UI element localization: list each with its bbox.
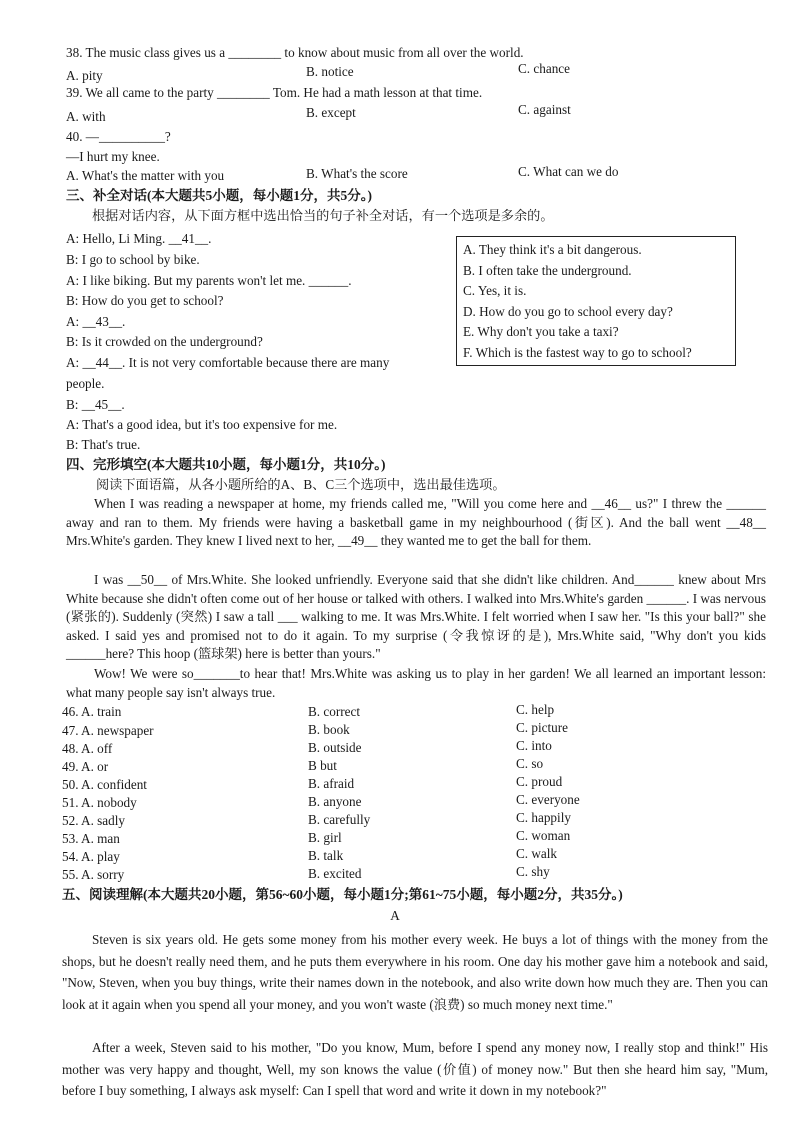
section4-instruction: 阅读下面语篇，从各小题所给的A、B、C三个选项中，选出最佳选项。 [96,477,506,492]
q38-option-b: B. notice [306,64,354,79]
cloze-option-b: B. carefully [308,812,371,827]
cloze-paragraph: Wow! We were so_______to hear that! Mrs.White was asking us to play in her garden! We all learned an important lesson: what many people say isn't always true. [66,666,766,700]
dialogue-line: A: That's a good idea, but it's too expensive for me. [66,417,338,432]
q39-option-b: B. except [306,105,356,120]
dialogue-line: A: I like biking. But my parents won't let me. ______. [66,273,352,288]
cloze-option-a: 50. A. confident [62,777,147,792]
box-option: B. I often take the underground. [463,262,632,278]
cloze-option-a: 49. A. or [62,759,109,774]
cloze-option-b: B. anyone [308,794,362,809]
q38-stem: 38. The music class gives us a ________ to know about music from all over the world. [66,45,524,60]
section3-instruction: 根据对话内容，从下面方框中选出恰当的句子补全对话，有一个选项是多余的。 [92,208,554,223]
section5-heading: 五、阅读理解(本大题共20小题，第56~60小题，每小题1分;第61~75小题，每小题2分，共35分。) [62,887,623,902]
passage-label: A [390,908,400,923]
dialogue-line: B: Is it crowded on the underground? [66,334,263,349]
q40-option-a: A. What's the matter with you [66,168,225,183]
cloze-option-c: C. woman [516,828,571,843]
cloze-option-a: 48. A. off [62,741,113,756]
dialogue-line: A: Hello, Li Ming. __41__. [66,231,212,246]
cloze-option-c: C. help [516,702,555,717]
cloze-option-b: B. afraid [308,776,355,791]
dialogue-line: B: I go to school by bike. [66,252,200,267]
cloze-option-b: B. talk [308,848,344,863]
cloze-option-c: C. shy [516,864,550,879]
cloze-option-a: 53. A. man [62,831,120,846]
cloze-option-b: B but [308,758,337,773]
reading-paragraph: Steven is six years old. He gets some money from his mother every week. He buys a lot of things with the money from the shops, but he doesn't really need them, and he puts them everywhere in his room. One day his mother gave him a notebook and said, "Now, Steven, when you buy things, write their names down in the notebook, and also write down how much they are. Then you can look at it again when you spend all your money, and you won't waste (浪费) so much money next time." [62,932,768,1012]
cloze-option-c: C. happily [516,810,571,825]
cloze-option-c: C. so [516,756,544,771]
cloze-paragraph: When I was reading a newspaper at home, my friends called me, "Will you come here and __46__ us?" I threw the ______ away and ran to them. My friends were having a basketball game in my neighbourhood (街区). And the ball went __48__ Mrs.White's garden. They knew I lived next to her, __49__ they wanted me to get the ball for them. [66,496,766,549]
q38-option-c: C. chance [518,61,570,76]
section3-heading: 三、补全对话(本大题共5小题，每小题1分，共5分。) [66,188,372,203]
cloze-option-c: C. proud [516,774,563,789]
reading-paragraph: After a week, Steven said to his mother, "Do you know, Mum, before I spend any money now, I really stop and think!" His mother was very happy and thought, Well, my son knows the value (价值) of money now." But then she heard him say, "Mum, before I buy something, I always ask myself: Can I spell that word and write it down in my notebook?" [62,1040,768,1098]
box-option: F. Which is the fastest way to go to school? [463,344,692,360]
box-option: D. How do you go to school every day? [463,303,673,319]
dialogue-line: A: __43__. [66,314,126,329]
q39-option-c: C. against [518,102,571,117]
cloze-option-a: 55. A. sorry [62,867,125,882]
cloze-option-b: B. book [308,722,350,737]
cloze-option-a: 47. A. newspaper [62,723,154,738]
cloze-option-a: 52. A. sadly [62,813,126,828]
q38-option-a: A. pity [66,68,103,83]
cloze-option-a: 54. A. play [62,849,120,864]
cloze-option-a: 51. A. nobody [62,795,137,810]
q39-stem: 39. We all came to the party ________ Tom. He had a math lesson at that time. [66,85,483,100]
cloze-paragraph: I was __50__ of Mrs.White. She looked unfriendly. Everyone said that she didn't like children. And______ knew about Mrs White because she didn't often come out of her house or talked with others. I walked into Mrs.White's garden ______. I was nervous (紧张的). Suddenly (突然) I saw a tall ___ walking to me. It was Mrs.White. I felt worried when I saw her. "Is this your ball?" she asked. I said yes and promised not to do it again. To my surprise (令我惊讶的是), Mrs.White said, "Why don't you kids ______here? This hoop (篮球架) here is better than yours." [66,572,766,662]
options-box [456,236,736,366]
box-option: A. They think it's a bit dangerous. [463,242,642,257]
cloze-option-b: B. excited [308,866,362,881]
dialogue-line: B: __45__. [66,397,125,412]
box-option: C. Yes, it is. [463,283,527,298]
cloze-option-c: C. everyone [516,792,580,807]
cloze-option-b: B. correct [308,704,360,719]
dialogue-line: A: __44__. It is not very comfortable because there are many [66,355,390,370]
dialogue-line: B: That's true. [66,437,141,452]
q40-option-c: C. What can we do [518,164,619,179]
cloze-option-c: C. picture [516,720,569,735]
box-option: E. Why don't you take a taxi? [463,324,619,339]
section4-heading: 四、完形填空(本大题共10小题，每小题1分，共10分。) [66,457,386,472]
cloze-option-b: B. girl [308,830,342,845]
cloze-option-c: C. walk [516,846,558,861]
cloze-option-c: C. into [516,738,552,753]
q40-option-b: B. What's the score [306,166,408,181]
cloze-option-b: B. outside [308,740,362,755]
q40-reply: —I hurt my knee. [66,149,160,164]
q39-option-a: A. with [66,109,106,124]
dialogue-line: B: How do you get to school? [66,293,224,308]
q40-stem: 40. —__________? [66,129,171,144]
cloze-option-a: 46. A. train [62,704,122,719]
dialogue-line: people. [66,376,105,391]
